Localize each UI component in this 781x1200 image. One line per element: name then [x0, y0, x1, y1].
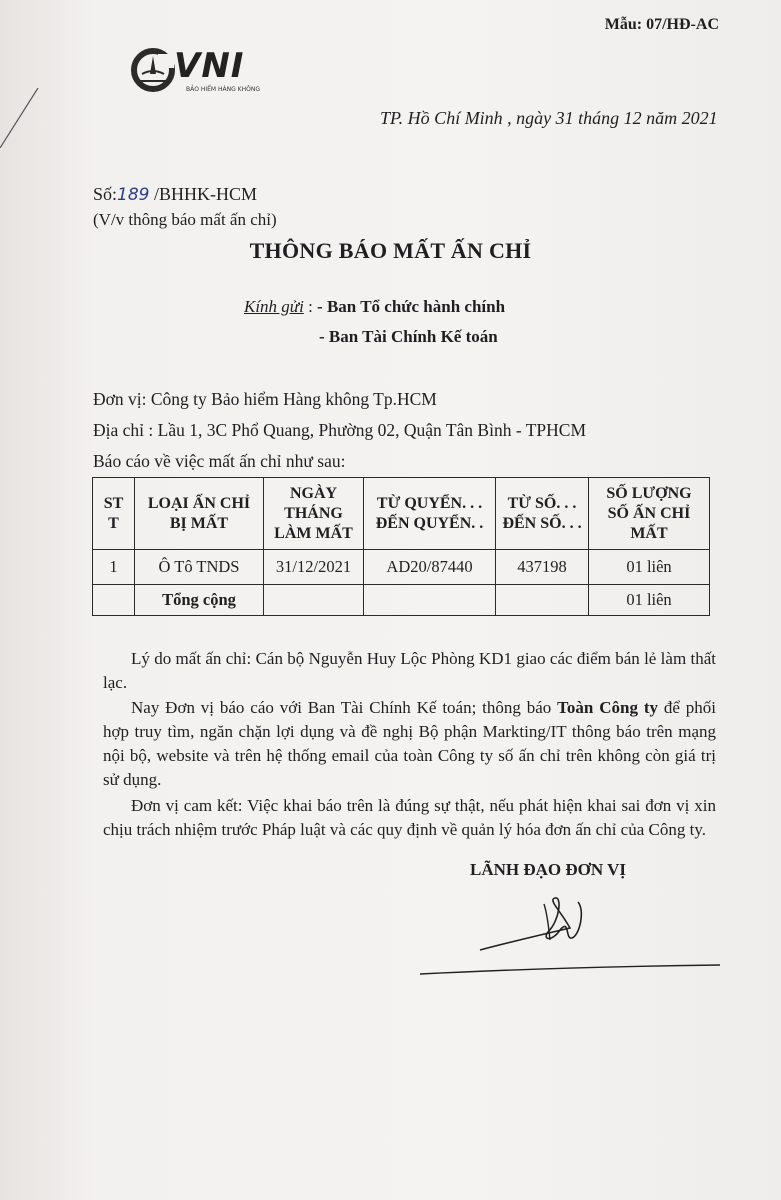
- header-type: LOẠI ẤN CHỈ BỊ MẤT: [135, 478, 264, 550]
- table-total-row: [93, 585, 710, 616]
- header-qty: SỐ LƯỢNG SỐ ẤN CHỈ MẤT: [589, 478, 710, 550]
- notice-text-after: để phối hợp truy tìm, ngăn chặn lợi dụng và đề nghị Bộ phận Markting/IT thông báo trên mạng nội bộ, website và trên hệ thống email của toàn Công ty số ấn chỉ trên không còn giá trị sử dụng.: [103, 698, 716, 789]
- cell-book: AD20/87440: [364, 550, 496, 585]
- vni-logo: [128, 44, 268, 100]
- commitment-text: Đơn vị cam kết: Việc khai báo trên là đúng sự thật, nếu phát hiện khai sai đơn vị xin chịu trách nhiệm trước Pháp luật và các quy định về quản lý hóa đơn ấn chỉ của Công ty.: [103, 796, 716, 839]
- address-line: Địa chỉ : Lầu 1, 3C Phổ Quang, Phường 02, Quận Tân Bình - TPHCM: [93, 420, 587, 440]
- recipient-second: - Ban Tài Chính Kế toán: [319, 327, 498, 346]
- unit-line: Đơn vị: Công ty Bảo hiểm Hàng không Tp.HCM: [93, 389, 437, 409]
- cell-type: Ô Tô TNDS: [135, 550, 264, 585]
- cell-empty: [93, 585, 135, 616]
- cell-qty: 01 liên: [589, 550, 710, 585]
- reference-suffix: /BHHK-HCM: [149, 184, 257, 204]
- total-label: Tổng cộng: [135, 585, 264, 616]
- subject-line: (V/v thông báo mất ấn chỉ): [93, 210, 277, 229]
- cell-stt: 1: [93, 550, 135, 585]
- table-row: [93, 550, 710, 585]
- table-header-row: [93, 478, 710, 550]
- lost-items-table: [92, 477, 710, 616]
- header-stt: ST T: [93, 478, 135, 550]
- recipient-label: Kính gửi: [244, 297, 304, 316]
- notice-text-before: Nay Đơn vị báo cáo với Ban Tài Chính Kế toán; thông báo: [131, 698, 558, 717]
- page-fold-mark: [0, 88, 40, 148]
- reference-prefix: Số:: [93, 184, 118, 204]
- cell-empty: [264, 585, 364, 616]
- reason-text: Lý do mất ấn chỉ: Cán bộ Nguyễn Huy Lộc Phòng KD1 giao các điểm bán lẻ làm thất lạc.: [103, 649, 716, 692]
- cell-date: 31/12/2021: [264, 550, 364, 585]
- recipient-first: - Ban Tổ chức hành chính: [317, 297, 506, 316]
- cell-number: 437198: [496, 550, 589, 585]
- form-code: Mẫu: 07/HĐ-AC: [604, 16, 719, 33]
- handwritten-signature: [420, 880, 720, 980]
- recipient-sep: :: [303, 297, 318, 316]
- reference-number: [93, 184, 257, 205]
- cell-empty: [364, 585, 496, 616]
- notice-text-bold: Toàn Công ty: [557, 698, 658, 717]
- handwritten-number: 189: [117, 185, 150, 205]
- document-title: THÔNG BÁO MẤT ẤN CHỈ: [249, 238, 532, 263]
- recipient-line-1: [244, 297, 505, 317]
- cell-empty: [496, 585, 589, 616]
- logo-subtext: BẢO HIỂM HÀNG KHÔNG: [186, 86, 260, 93]
- notice-paragraph: [103, 696, 716, 792]
- total-qty: 01 liên: [589, 585, 710, 616]
- header-date: NGÀY THÁNG LÀM MẤT: [264, 478, 364, 550]
- logo-text: VNI: [174, 46, 245, 86]
- commitment-paragraph: [103, 794, 716, 842]
- date-line: TP. Hồ Chí Minh , ngày 31 tháng 12 năm 2021: [380, 108, 718, 128]
- report-intro: Báo cáo về việc mất ấn chỉ như sau:: [93, 451, 346, 471]
- reason-paragraph: [103, 647, 716, 695]
- signature-title: LÃNH ĐẠO ĐƠN VỊ: [470, 860, 627, 879]
- header-number: TỪ SỐ. . . ĐẾN SỐ. . .: [496, 478, 589, 550]
- header-book: TỪ QUYỂN. . . ĐẾN QUYỂN. .: [364, 478, 496, 550]
